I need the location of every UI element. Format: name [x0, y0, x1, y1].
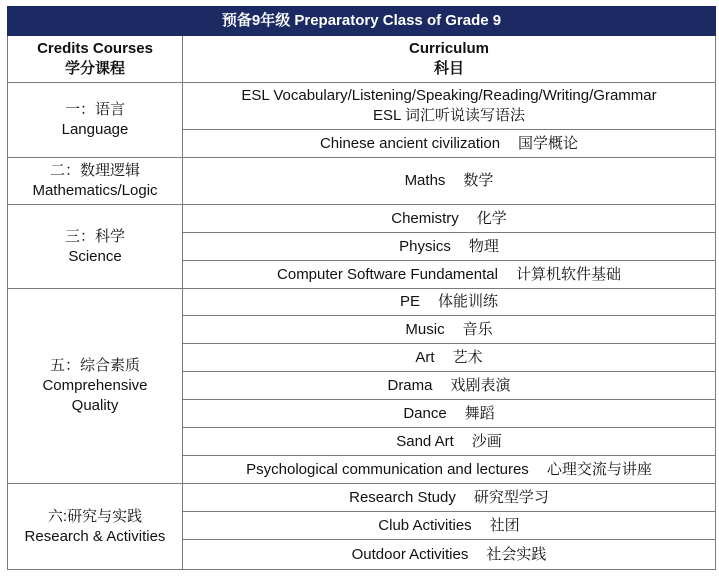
course-en: Drama: [387, 376, 433, 394]
course-zh: 计算机软件基础: [515, 265, 621, 283]
course-en: Sand Art: [396, 432, 454, 450]
course-en: Club Activities: [378, 516, 472, 534]
course-research-study: [183, 484, 716, 512]
curriculum-table: [7, 6, 716, 570]
course-zh: 戏剧表演: [450, 376, 511, 394]
course-line: ESL 词汇听说读写语法: [373, 107, 525, 124]
course-en: Psychological communication and lectures: [246, 460, 529, 478]
category-comprehensive-quality: [8, 289, 183, 484]
course-esl: [183, 83, 716, 130]
course-zh: 心理交流与讲座: [546, 460, 652, 478]
category-language: [8, 83, 183, 158]
course-en: Chinese ancient civilization: [319, 134, 501, 152]
header-row: [8, 36, 716, 83]
course-en: Chemistry: [391, 209, 459, 227]
course-zh: 社团: [489, 516, 520, 534]
table-row: [8, 289, 716, 316]
category-math: [8, 158, 183, 205]
course-chinese-civilization: [183, 130, 716, 158]
category-zh: 五：综合素质: [49, 357, 140, 374]
course-zh: 体能训练: [438, 293, 499, 310]
course-zh: 音乐: [462, 320, 493, 338]
course-pe: [183, 289, 716, 316]
category-en: Science: [68, 247, 122, 265]
header-credits-zh: 学分课程: [64, 60, 125, 77]
header-curriculum-zh: 科目: [433, 60, 464, 77]
category-en: Comprehensive: [42, 377, 148, 394]
course-maths: [183, 158, 716, 205]
course-zh: 物理: [468, 237, 499, 255]
header-credits-en: Credits Courses: [37, 40, 153, 57]
course-chemistry: [183, 205, 716, 233]
course-zh: 沙画: [471, 432, 502, 450]
course-en: Physics: [399, 237, 451, 255]
course-line: ESL Vocabulary/Listening/Speaking/Reading/Writing/Grammar: [241, 87, 657, 104]
header-curriculum-en: Curriculum: [408, 40, 489, 57]
category-zh: 六:研究与实践: [47, 507, 143, 525]
course-art: [183, 344, 716, 372]
course-en: Dance: [403, 404, 447, 422]
category-research-activities: [8, 484, 183, 570]
course-zh: 舞蹈: [464, 404, 495, 422]
table-row: [8, 158, 716, 205]
table-title-row: [8, 7, 716, 36]
course-club-activities: [183, 512, 716, 540]
course-en: Outdoor Activities: [351, 545, 469, 563]
course-en: Computer Software Fundamental: [277, 265, 498, 283]
course-music: [183, 316, 716, 344]
course-computer-software: [183, 261, 716, 289]
course-zh: 社会实践: [486, 545, 547, 563]
course-en: Art: [415, 348, 435, 366]
category-zh: 一：语言: [64, 101, 125, 118]
category-en: Language: [61, 121, 129, 138]
table-title: 预备9年级 Preparatory Class of Grade 9: [8, 7, 716, 36]
course-zh: 研究型学习: [473, 488, 549, 506]
table-row: [8, 484, 716, 512]
header-curriculum: [183, 36, 716, 83]
course-dance: [183, 400, 716, 428]
course-sand-art: [183, 428, 716, 456]
category-zh: 二：数理逻辑: [49, 162, 140, 179]
course-outdoor-activities: [183, 540, 716, 570]
course-drama: [183, 372, 716, 400]
course-psychological: [183, 456, 716, 484]
category-en: Mathematics/Logic: [32, 182, 158, 199]
course-zh: 化学: [476, 209, 507, 227]
table-row: [8, 205, 716, 233]
category-en-line2: Quality: [71, 397, 119, 414]
course-zh: 艺术: [452, 348, 483, 366]
category-science: [8, 205, 183, 289]
course-zh: 国学概论: [518, 134, 579, 152]
course-en: Music: [405, 320, 445, 338]
course-en: Research Study: [349, 488, 456, 506]
curriculum-table-wrapper: [7, 6, 716, 570]
table-row: [8, 83, 716, 130]
header-credits-courses: [8, 36, 183, 83]
course-en: Maths: [404, 172, 446, 189]
course-zh: 数学: [463, 172, 494, 189]
category-zh: 三：科学: [64, 227, 125, 245]
course-en: PE: [399, 293, 420, 310]
course-physics: [183, 233, 716, 261]
category-en: Research & Activities: [24, 527, 166, 545]
